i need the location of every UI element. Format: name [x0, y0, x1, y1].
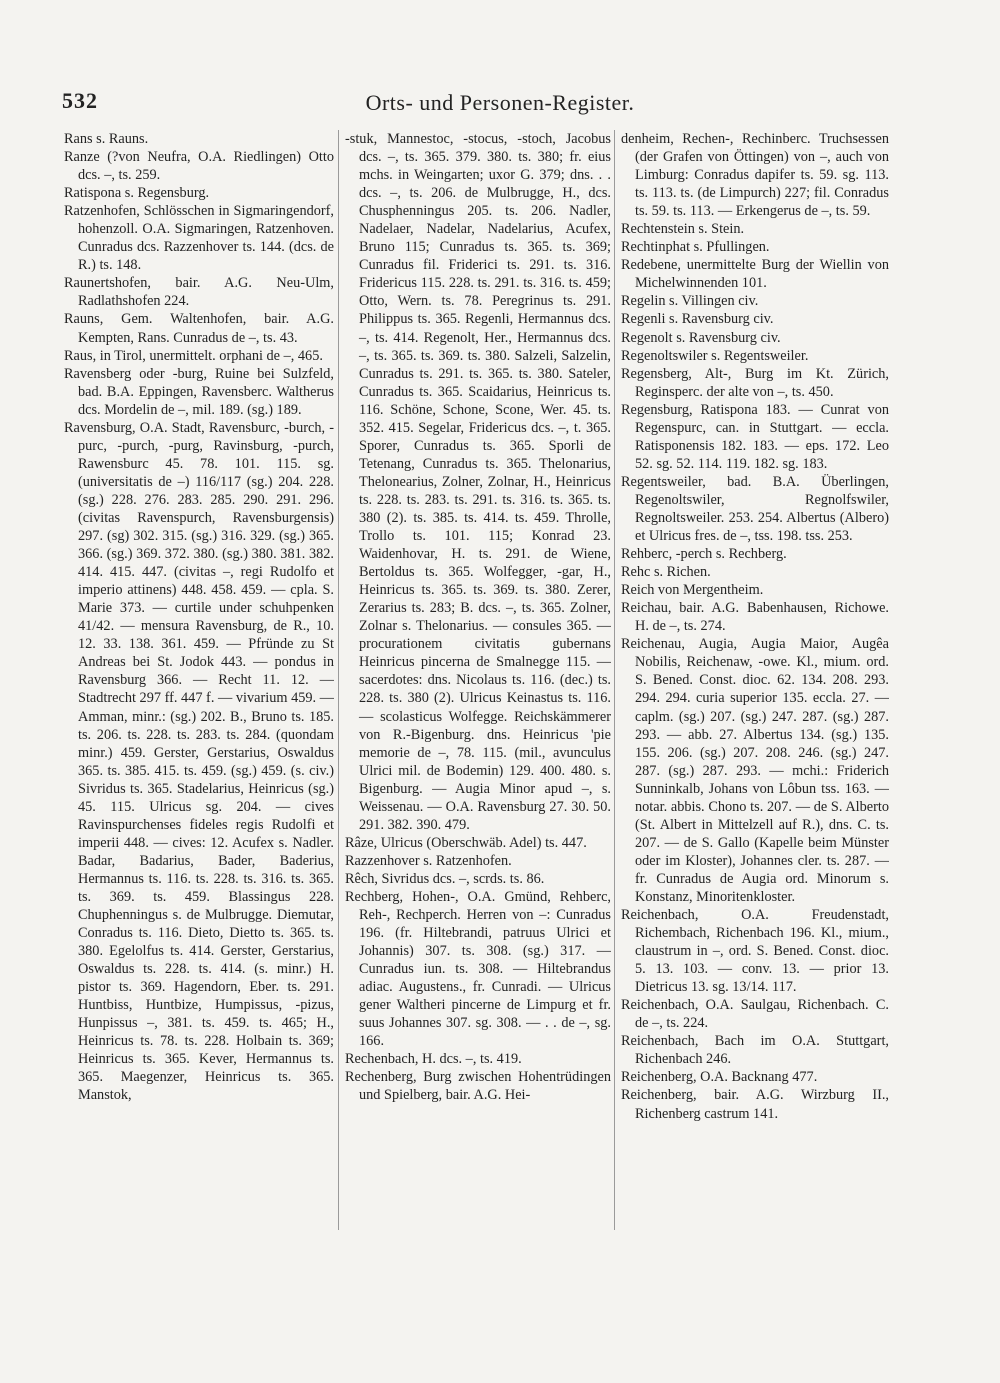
- index-entry: Rauns, Gem. Waltenhofen, bair. A.G. Kempten, Rans. Cunradus de –, ts. 43.: [64, 311, 334, 346]
- index-entry: Rechtenstein s. Stein.: [621, 221, 745, 238]
- index-entry: Rechberg, Hohen-, O.A. Gmünd, Rehberc, Reh-, Rechperch. Herren von –: Cunradus 196. (fr. Hiltebrandi, patruus Ulrici et Johannis) 307. ts. 308. (sg.) 317. — Cunradus iun. ts. 308. — Hiltebrandus adiac. Augustens., fr. Cunradi. — Ulricus gener Waltheri pincerne de Limpurg et fr. suus Johannes 307. sg. 308. — . . de –, sg. 166.: [345, 888, 611, 1050]
- index-entry: Râze, Ulricus (Oberschwäb. Adel) ts. 447.: [345, 834, 587, 851]
- index-entry: Rêch, Sivridus dcs. –, scrds. ts. 86.: [345, 870, 545, 887]
- index-entry: Raus, in Tirol, unermittelt. orphani de –, 465.: [64, 347, 323, 364]
- index-entry: Reichenbach, O.A. Freudenstadt, Richembach, Richenbach 196. Kl., mium., claustrum in –, ord. S. Bened. Const. dioc. 5. 13. 103. — conv. 13. — prior 13. Dietricus 13. sg. 13/14. 117.: [621, 907, 889, 996]
- index-entry: Regensburg, Ratispona 183. — Cunrat von Regenspurc, can. in Stuttgart. — eccla. Ratisponensis 182. 183. — eps. 172. Leo 52. sg. 52. 114. 119. 182. sg. 183.: [621, 401, 889, 472]
- index-entry: denheim, Rechen-, Rechinberc. Truchsessen (der Grafen von Öttingen) von –, auch von Limburg: Conradus dapifer ts. 59. sg. 113. ts. 113. ts. (de Limpurch) 227; fil. Conradus ts. 59. ts. 113. — Erkengerus de –, ts. 59.: [621, 131, 889, 220]
- index-entry: Reichenbach, Bach im O.A. Stuttgart, Richenbach 246.: [621, 1033, 889, 1068]
- index-entry: Rans s. Rauns.: [64, 131, 149, 147]
- index-entry: -stuk, Mannestoc, -stocus, -stoch, Jacobus dcs. –, ts. 365. 379. 380. ts. 380; fr. eius mchs. in Weingarten; uxor G. 379; dns. . . dcs. –, ts. 206. de Mulbrugge, H., dcs. Chusphenningus 205. ts. 206. Nadler, Nadelaer, Nadelar, Nadelarius, Acufex, Bruno 115; Cunradus ts. 365. ts. 369; Cunradus fil. Friderici ts. 291. ts. 316. Fridericus 115. 228. ts. 291. ts. 316. ts. 459; Otto, Wern. ts. 78. Peregrinus ts. 291. Philippus ts. 365. Regenli, Hermannus dcs. –, ts. 414. Regenolt, Her., Hermannus dcs. –, ts. 365. ts. 369. ts. 380. Salzeli, Salzelin, Cunradus ts. 291. ts. 365. ts. 380. Sateler, Cunradus ts. 365. Scaidarius, Heinricus ts. 116. Schöne, Schone, Scone, Wer. 45. ts. 352. 415. Segelar, Fridericus dcs. –, t. 365. Sporer, Cunradus ts. 365. Sporli de Tetenang, Cunradus ts. 365. Thelonarius, Thelonearius, Zolner, Zolnar, H., Heinricus ts. 228. ts. 283. ts. 291. ts. 316. ts. 365. ts. 380 (2). ts. 385. ts. 414. ts. 459. Throlle, Trollo ts. 101. 115; Konrad 23. Waidenhovar, H. ts. 291. de Wiene, Bertoldus ts. 365. Wolfegger, -gar, H., Heinricus ts. 365. ts. 369. ts. 380. Zerer, Zerarius ts. 283; B. dcs. –, ts. 365. Zolner, Zolnar s. Thelonarius. — consules 365. — procurationem civitatis gubernans Heinricus pincerna de Smalnegge 115. — sacerdotes: dns. Nicolaus ts. 116. (dec.) ts. 228. ts. 380 (2). Ulricus Keinastus ts. 116. — scolasticus Wolfegge. Reichskämmerer von R.-Bigenburg. dns. Heinricus 'pie memorie de –, 78. 115. (mil., avunculus Ulrici mil. de Bodemin) 129. 400. 480. s. Bigenburg. — Augia Minor apud –, s. Weissenau. — O.A. Ravensburg 27. 30. 50. 291. 382. 390. 479.: [345, 131, 611, 833]
- index-entry: Reichenberg, O.A. Backnang 477.: [621, 1069, 818, 1086]
- index-entry: Regensberg, Alt-, Burg im Kt. Zürich, Reginsperc. der alte von –, ts. 450.: [621, 365, 889, 400]
- index-entry: Reichenberg, bair. A.G. Wirzburg II., Richenberg castrum 141.: [621, 1087, 889, 1122]
- index-entry: Rechenberg, Burg zwischen Hohentrüdingen und Spielberg, bair. A.G. Hei-: [345, 1069, 611, 1104]
- index-column-1: [64, 130, 334, 1105]
- index-column-2: [345, 130, 611, 1105]
- index-entry: Reichenau, Augia, Augia Maior, Augêa Nobilis, Reichenaw, -owe. Kl., mium. ord. S. Bened. Const. dioc. 62. 134. 208. 293. 294. 294. curia superior 135. eccla. 27. — caplm. (sg.) 207. (sg.) 247. 287. (sg.) 287. 293. — abb. 27. Albertus 134. (sg.) 135. 155. 206. (sg.) 207. 208. 246. (sg.) 247. 287. (sg.) 287. 293. — mchi.: Friderich Sunninkalb, Johans von Lôbun tss. 163. — notar. abbis. Chono ts. 207. — de S. Alberto (St. Albert in Mittelzell auf R.), dns. C. ts. 207. — de S. Gallo (Kapelle beim Münster oder im Kloster), Johannes cler. ts. 287. — fr. Cunradus de Augia ord. Minorum s. Konstanz, Minoritenkloster.: [621, 636, 889, 905]
- index-entry: Reich von Mergentheim.: [621, 582, 764, 599]
- page-title: Orts- und Personen-Register.: [365, 90, 635, 115]
- index-entry: Regenli s. Ravensburg civ.: [621, 311, 774, 328]
- index-entry: Regenoltswiler s. Regentsweiler.: [621, 347, 809, 364]
- index-entry: Redebene, unermittelte Burg der Wiellin von Michelwinnenden 101.: [621, 257, 889, 292]
- index-entry: Ravensberg oder -burg, Ruine bei Sulzfeld, bad. B.A. Eppingen, Ravensberc. Waltherus dcs. Mordelin de –, mil. 189. (sg.) 189.: [64, 365, 334, 418]
- index-entry: Ratispona s. Regensburg.: [64, 185, 210, 202]
- page-number: 532: [62, 88, 98, 113]
- index-entry: Reichau, bair. A.G. Babenhausen, Richowe. H. de –, ts. 274.: [621, 600, 889, 635]
- index-entry: Ravensburg, O.A. Stadt, Ravensburc, -burch, -purc, -purch, -purg, Ravinsburg, -purch, Rawensburc 45. 78. 101. 115. sg. (universitatis de –) 116/117 (sg.) 204. 228. (sg.) 228. 276. 283. 285. 290. 291. 296. (civitas Ravenspurch, Ravensburgensis) 297. (sg) 302. 315. (sg.) 316. 329. (sg.) 365. 366. (sg.) 369. 372. 380. (sg.) 380. 381. 382. 414. 415. 447. (civitas –, regi Rudolfo et imperio attinens) 448. 458. 459. — cpla. S. Marie 373. — curtile under schuhpenken 41/42. — mensura Ravensburg, de R., 10. 12. 33. 138. 361. 459. — Pfründe zu St Andreas bei St. Jodok 443. — pondus in Ravensburg 366. — Recht 11. 12. — Stadtrecht 297 ff. 447 f. — vivarium 459. — Amman, minr.: (sg.) 202. B., Bruno ts. 185. ts. 206. ts. 228. ts. 283. ts. 284. (quondam minr.) 459. Gerster, Gerstarius, Oswaldus 365. ts. 385. 415. ts. 459. (sg.) 459. (s. civ.) Sivridus ts. 365. Stadelarius, Heinricus (sg.) 45. 115. Ulricus sg. 204. — cives Ravinspurchenses fideles regis Rudolfi et imperii 448. — cives: 12. Acufex s. Nadler. Badar, Badarius, Bader, Baderius, Hermannus ts. 116. ts. 228. ts. 316. ts. 365. ts. 369. ts. 459. Blassingus 228. Chuphenningus s. de Mulbrugge. Diemutar, Conradus ts. 116. Dieto, Dietto ts. 365. ts. 380. Egelolfus ts. 414. Gerster, Gerstarius, Oswaldus ts. 228. ts. 414. (s. minr.) H. pistor ts. 369. Hagendorn, Eber. ts. 291. Huntbiss, Huntbize, Humpissus, -pizus, Hunpissus –, 381. ts. 459. ts. 465; H., Heinricus ts. 78. ts. 228. Holbain ts. 369; Heinricus ts. 365. Kever, Hermannus ts. 365. Maegenzer, Heinricus ts. 365. Manstok,: [64, 419, 334, 1104]
- index-entry: Ranze (?von Neufra, O.A. Riedlingen) Otto dcs. –, ts. 259.: [64, 149, 334, 184]
- index-entry: Regenolt s. Ravensburg civ.: [621, 329, 781, 346]
- column-rule: [614, 130, 615, 1230]
- column-rule: [338, 130, 339, 1230]
- index-entry: Reichenbach, O.A. Saulgau, Richenbach. C. de –, ts. 224.: [621, 997, 889, 1032]
- index-entry: Razzenhover s. Ratzenhofen.: [345, 852, 512, 869]
- index-entry: Rehc s. Richen.: [621, 564, 711, 581]
- index-entry: Rechenbach, H. dcs. –, ts. 419.: [345, 1051, 522, 1068]
- index-entry: Regelin s. Villingen civ.: [621, 293, 759, 310]
- index-entry: Regentsweiler, bad. B.A. Überlingen, Regenoltswiler, Regnolfswiler, Regnoltsweiler. 253. 254. Albertus (Albero) et Ulricus fres. de –, tss. 198. tss. 253.: [621, 473, 889, 545]
- index-entry: Rehberc, -perch s. Rechberg.: [621, 546, 787, 563]
- index-entry: Rechtinphat s. Pfullingen.: [621, 239, 770, 256]
- index-entry: Raunertshofen, bair. A.G. Neu-Ulm, Radlathshofen 224.: [64, 275, 334, 310]
- index-column-3: [621, 130, 889, 1123]
- index-entry: Ratzenhofen, Schlösschen in Sigmaringendorf, hohenzoll. O.A. Sigmaringen, Ratzenhoven. Cunradus dcs. Razzenhover ts. 144. (dcs. de R.) ts. 148.: [64, 203, 334, 274]
